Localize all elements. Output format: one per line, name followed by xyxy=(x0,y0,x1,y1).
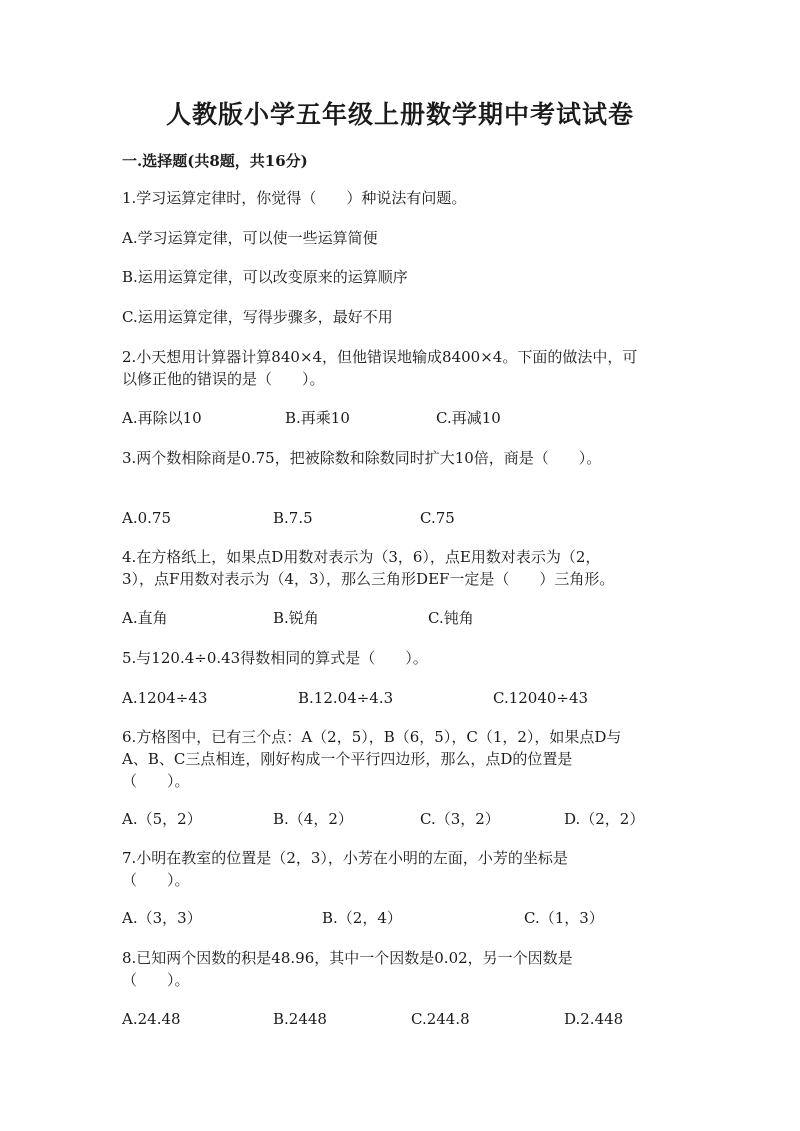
question-2-option-a: A.再除以10 xyxy=(122,409,202,427)
question-7-stem-line-1: 7.小明在教室的位置是（2，3），小芳在小明的左面，小芳的坐标是 xyxy=(122,849,568,867)
question-8-option-b: B.2448 xyxy=(273,1010,327,1028)
question-4-option-c: C.钝角 xyxy=(428,609,474,627)
question-3-option-c: C.75 xyxy=(420,509,455,527)
question-7-option-a: A.（3，3） xyxy=(122,909,202,927)
question-5-stem: 5.与120.4÷0.43得数相同的算式是（ ）。 xyxy=(122,649,428,667)
question-3-stem: 3.两个数相除商是0.75，把被除数和除数同时扩大10倍，商是（ ）。 xyxy=(122,449,602,467)
question-1-stem: 1.学习运算定律时，你觉得（ ）种说法有问题。 xyxy=(122,189,467,207)
question-4-stem-line-1: 4.在方格纸上，如果点D用数对表示为（3，6），点E用数对表示为（2， xyxy=(122,548,601,566)
question-4-option-b: B.锐角 xyxy=(273,609,319,627)
question-3-option-b: B.7.5 xyxy=(273,509,313,527)
question-5-option-a: A.1204÷43 xyxy=(122,689,208,707)
section-heading: 一.选择题(共8题，共16分) xyxy=(122,152,308,170)
question-6-stem-line-1: 6.方格图中，已有三个点：A（2，5），B（6，5），C（1，2），如果点D与 xyxy=(122,728,622,746)
question-6-option-b: B.（4，2） xyxy=(273,810,353,828)
question-8-stem-line-1: 8.已知两个因数的积是48.96，其中一个因数是0.02，另一个因数是 xyxy=(122,949,573,967)
question-3-option-a: A.0.75 xyxy=(122,509,171,527)
question-1-option-c: C.运用运算定律，写得步骤多，最好不用 xyxy=(122,308,393,326)
question-6-option-a: A.（5，2） xyxy=(122,810,202,828)
question-8-option-a: A.24.48 xyxy=(122,1010,181,1028)
question-4-stem-line-2: 3），点F用数对表示为（4，3），那么三角形DEF一定是（ ）三角形。 xyxy=(122,570,615,588)
question-1-option-b: B.运用运算定律，可以改变原来的运算顺序 xyxy=(122,268,408,286)
question-6-option-c: C.（3，2） xyxy=(420,810,500,828)
question-5-option-b: B.12.04÷4.3 xyxy=(298,689,394,707)
question-2-option-b: B.再乘10 xyxy=(285,409,350,427)
question-6-stem-line-2: A、B、C三点相连，刚好构成一个平行四边形，那么，点D的位置是 xyxy=(122,750,573,768)
question-8-stem-line-2: （ ）。 xyxy=(122,971,190,989)
question-5-option-c: C.12040÷43 xyxy=(493,689,589,707)
question-2-stem-line-2: 以修正他的错误的是（ ）。 xyxy=(122,370,325,388)
question-2-stem-line-1: 2.小天想用计算器计算840×4，但他错误地输成8400×4。下面的做法中，可 xyxy=(122,348,638,366)
question-1-option-a: A.学习运算定律，可以使一些运算简便 xyxy=(122,229,378,247)
question-7-stem-line-2: （ ）。 xyxy=(122,871,190,889)
question-7-option-c: C.（1，3） xyxy=(524,909,604,927)
question-6-stem-line-3: （ ）。 xyxy=(122,772,190,790)
question-4-option-a: A.直角 xyxy=(122,609,168,627)
question-7-option-b: B.（2，4） xyxy=(322,909,402,927)
question-2-option-c: C.再减10 xyxy=(436,409,501,427)
question-6-option-d: D.（2，2） xyxy=(564,810,645,828)
page-title: 人教版小学五年级上册数学期中考试试卷 xyxy=(165,100,634,129)
question-8-option-c: C.244.8 xyxy=(411,1010,470,1028)
question-8-option-d: D.2.448 xyxy=(564,1010,624,1028)
